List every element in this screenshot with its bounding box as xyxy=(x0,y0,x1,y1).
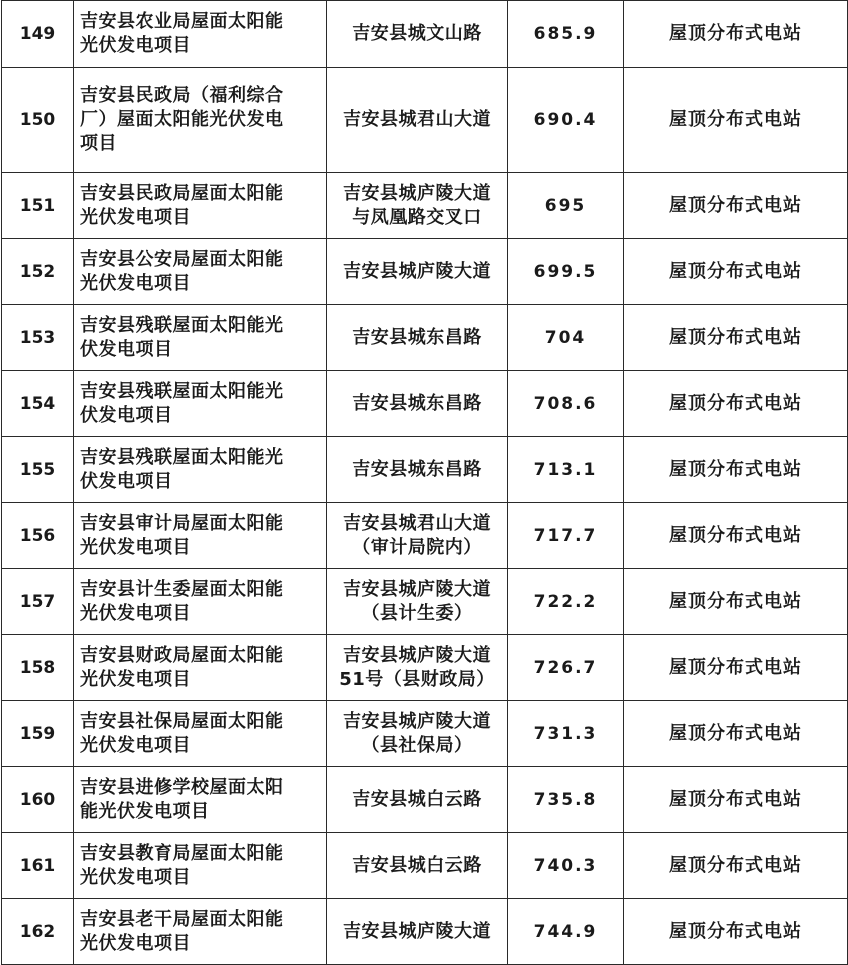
table-row xyxy=(2,635,848,701)
project-name-line: 光伏发电项目 xyxy=(80,734,191,756)
project-capacity: 735.8 xyxy=(508,767,624,833)
row-number: 154 xyxy=(2,371,74,437)
project-name-line: 吉安县残联屋面太阳能光 xyxy=(80,314,284,336)
project-location xyxy=(327,899,508,965)
project-name-line: 光伏发电项目 xyxy=(80,206,191,228)
row-number: 151 xyxy=(2,173,74,239)
table-row xyxy=(2,371,848,437)
project-location-line: 吉安县城君山大道 xyxy=(343,109,491,130)
project-name-line: 光伏发电项目 xyxy=(80,272,191,294)
row-number: 161 xyxy=(2,833,74,899)
table-row xyxy=(2,569,848,635)
project-type: 屋顶分布式电站 xyxy=(624,635,848,701)
project-location-line: （县社保局） xyxy=(361,734,473,756)
project-location xyxy=(327,833,508,899)
project-location-line: 吉安县城庐陵大道 xyxy=(343,710,491,732)
row-number: 152 xyxy=(2,239,74,305)
project-location xyxy=(327,437,508,503)
table-row xyxy=(2,767,848,833)
project-name-line: 吉安县公安局屋面太阳能 xyxy=(80,248,284,270)
project-capacity: 699.5 xyxy=(508,239,624,305)
project-location xyxy=(327,635,508,701)
table-row xyxy=(2,239,848,305)
project-name xyxy=(74,635,327,701)
project-name-line: 吉安县教育局屋面太阳能 xyxy=(80,842,284,864)
project-type: 屋顶分布式电站 xyxy=(624,899,848,965)
table-row xyxy=(2,437,848,503)
project-type: 屋顶分布式电站 xyxy=(624,503,848,569)
project-location xyxy=(327,767,508,833)
project-capacity: 722.2 xyxy=(508,569,624,635)
project-capacity: 726.7 xyxy=(508,635,624,701)
project-name-line: 吉安县老干局屋面太阳能 xyxy=(80,908,284,930)
project-location xyxy=(327,68,508,173)
project-type: 屋顶分布式电站 xyxy=(624,833,848,899)
project-location-line: 吉安县城白云路 xyxy=(352,788,482,810)
project-name xyxy=(74,305,327,371)
project-name xyxy=(74,833,327,899)
row-number: 159 xyxy=(2,701,74,767)
project-capacity: 713.1 xyxy=(508,437,624,503)
project-name-line: 光伏发电项目 xyxy=(80,35,191,56)
project-location-line: 吉安县城庐陵大道 xyxy=(343,578,491,600)
project-name-line: 伏发电项目 xyxy=(80,338,173,360)
project-name-line: 吉安县审计局屋面太阳能 xyxy=(80,512,284,534)
project-location-line: 吉安县城庐陵大道 xyxy=(343,920,491,942)
project-name-line: 吉安县计生委屋面太阳能 xyxy=(80,578,284,600)
project-type: 屋顶分布式电站 xyxy=(624,173,848,239)
project-capacity: 704 xyxy=(508,305,624,371)
project-type: 屋顶分布式电站 xyxy=(624,305,848,371)
table-body xyxy=(2,1,848,965)
row-number: 149 xyxy=(2,1,74,68)
project-table xyxy=(1,0,848,965)
project-name-line: 吉安县民政局（福利综合 xyxy=(80,85,284,106)
project-location-line: 吉安县城白云路 xyxy=(352,854,482,876)
row-number: 162 xyxy=(2,899,74,965)
project-capacity: 685.9 xyxy=(508,1,624,68)
project-name-line: 光伏发电项目 xyxy=(80,668,191,690)
table-row xyxy=(2,68,848,173)
project-type: 屋顶分布式电站 xyxy=(624,371,848,437)
project-name-line: 光伏发电项目 xyxy=(80,536,191,558)
project-name xyxy=(74,503,327,569)
project-type: 屋顶分布式电站 xyxy=(624,68,848,173)
project-name xyxy=(74,701,327,767)
project-name xyxy=(74,899,327,965)
project-name-line: 伏发电项目 xyxy=(80,470,173,492)
project-type: 屋顶分布式电站 xyxy=(624,239,848,305)
project-name-line: 吉安县社保局屋面太阳能 xyxy=(80,710,284,732)
project-capacity: 744.9 xyxy=(508,899,624,965)
row-number: 157 xyxy=(2,569,74,635)
project-location xyxy=(327,305,508,371)
project-location-line: 与凤凰路交叉口 xyxy=(352,206,482,228)
project-type: 屋顶分布式电站 xyxy=(624,569,848,635)
table-row xyxy=(2,173,848,239)
project-location-line: 吉安县城东昌路 xyxy=(352,326,482,348)
project-type: 屋顶分布式电站 xyxy=(624,767,848,833)
project-type: 屋顶分布式电站 xyxy=(624,701,848,767)
project-capacity: 731.3 xyxy=(508,701,624,767)
project-location-line: 吉安县城庐陵大道 xyxy=(343,182,491,204)
project-location xyxy=(327,173,508,239)
project-location-line: 吉安县城东昌路 xyxy=(352,392,482,414)
project-location xyxy=(327,1,508,68)
project-name xyxy=(74,767,327,833)
table-row xyxy=(2,503,848,569)
project-location xyxy=(327,701,508,767)
project-location-line: 吉安县城庐陵大道 xyxy=(343,260,491,282)
project-location xyxy=(327,239,508,305)
project-capacity: 708.6 xyxy=(508,371,624,437)
project-name-line: 吉安县残联屋面太阳能光 xyxy=(80,446,284,468)
project-location-line: （县计生委） xyxy=(361,602,473,624)
project-name xyxy=(74,68,327,173)
project-name-line: 项目 xyxy=(80,133,117,154)
project-location-line: 吉安县城东昌路 xyxy=(352,458,482,480)
project-name-line: 能光伏发电项目 xyxy=(80,800,210,822)
row-number: 153 xyxy=(2,305,74,371)
project-name xyxy=(74,239,327,305)
project-capacity: 740.3 xyxy=(508,833,624,899)
project-name xyxy=(74,437,327,503)
table-row xyxy=(2,833,848,899)
project-type: 屋顶分布式电站 xyxy=(624,437,848,503)
project-location xyxy=(327,503,508,569)
project-name-line: 光伏发电项目 xyxy=(80,602,191,624)
row-number: 158 xyxy=(2,635,74,701)
table-row xyxy=(2,899,848,965)
project-capacity: 690.4 xyxy=(508,68,624,173)
project-location-line: 吉安县城文山路 xyxy=(352,23,482,44)
project-name-line: 伏发电项目 xyxy=(80,404,173,426)
project-name-line: 光伏发电项目 xyxy=(80,932,191,954)
project-name xyxy=(74,173,327,239)
row-number: 155 xyxy=(2,437,74,503)
project-capacity: 695 xyxy=(508,173,624,239)
project-name-line: 光伏发电项目 xyxy=(80,866,191,888)
project-location-line: 吉安县城庐陵大道 xyxy=(343,644,491,666)
project-location-line: 51号（县财政局） xyxy=(339,668,495,690)
project-location xyxy=(327,569,508,635)
project-capacity: 717.7 xyxy=(508,503,624,569)
project-name xyxy=(74,1,327,68)
row-number: 160 xyxy=(2,767,74,833)
row-number: 150 xyxy=(2,68,74,173)
project-type: 屋顶分布式电站 xyxy=(624,1,848,68)
project-name-line: 吉安县进修学校屋面太阳 xyxy=(80,776,284,798)
project-name-line: 吉安县残联屋面太阳能光 xyxy=(80,380,284,402)
table-row xyxy=(2,701,848,767)
project-location-line: （审计局院内） xyxy=(352,536,482,558)
project-name xyxy=(74,371,327,437)
project-name-line: 吉安县财政局屋面太阳能 xyxy=(80,644,284,666)
project-name xyxy=(74,569,327,635)
project-name-line: 厂）屋面太阳能光伏发电 xyxy=(80,109,284,130)
project-name-line: 吉安县民政局屋面太阳能 xyxy=(80,182,284,204)
row-number: 156 xyxy=(2,503,74,569)
project-name-line: 吉安县农业局屋面太阳能 xyxy=(80,11,284,32)
project-location xyxy=(327,371,508,437)
table-row xyxy=(2,305,848,371)
project-location-line: 吉安县城君山大道 xyxy=(343,512,491,534)
table-row xyxy=(2,1,848,68)
